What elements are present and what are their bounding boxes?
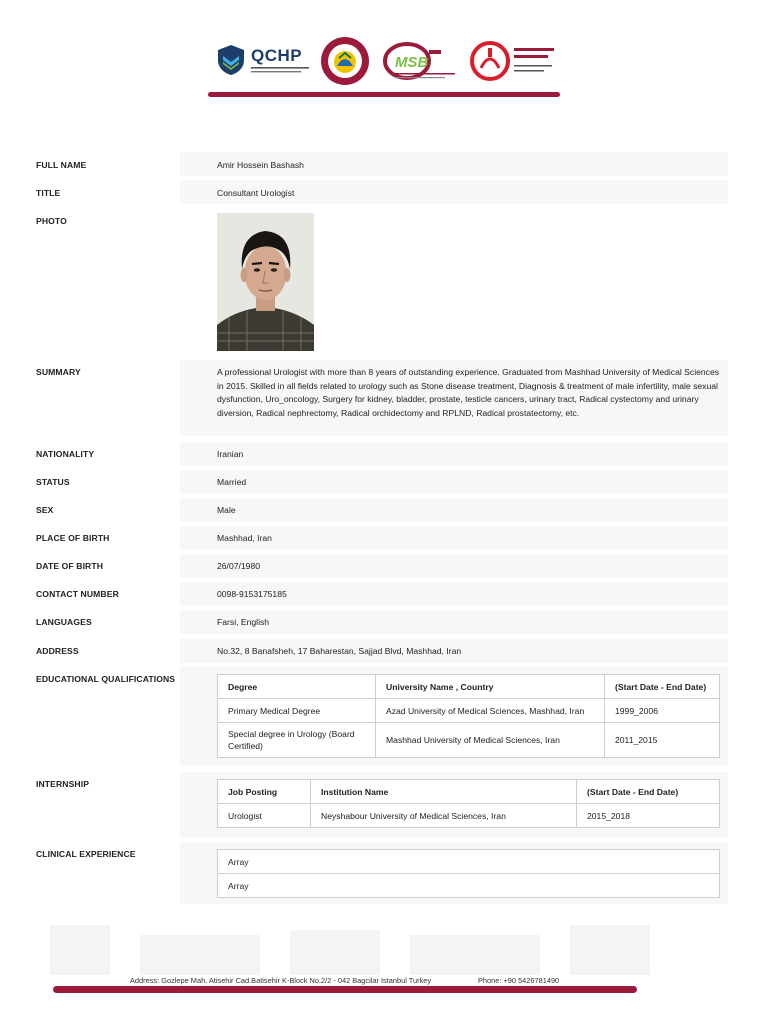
internship-label: INTERNSHIP (36, 779, 90, 789)
footer-address: Address: Gozlepe Mah. Atisehir Cad.Batisehir K-Block No.2/2 - 042 Bagcilar Istanbul Turkey (130, 976, 432, 985)
table-cell: Azad University of Medical Sciences, Mashhad, Iran (376, 699, 605, 723)
svg-text:MSB: MSB (395, 54, 429, 71)
table-cell: 2015_2018 (577, 804, 720, 828)
table-header-row (218, 780, 720, 804)
title-label: TITLE (36, 188, 61, 198)
table-cell: Array (218, 874, 720, 898)
place-of-birth-label: PLACE OF BIRTH (36, 533, 110, 543)
profile-photo (217, 213, 314, 351)
clinical-experience-table (217, 849, 720, 898)
table-cell: Neyshabour University of Medical Sciences, Iran (311, 804, 577, 828)
footer-watermark (40, 915, 680, 985)
date-of-birth-value: 26/07/1980 (217, 561, 261, 571)
table-header-cell: (Start Date - End Date) (605, 675, 720, 699)
table-row (218, 699, 720, 723)
full-name-label: FULL NAME (36, 160, 87, 170)
header-logos (215, 36, 560, 86)
table-row (218, 874, 720, 898)
nationality-value: Iranian (217, 449, 244, 459)
table-cell: 2011_2015 (605, 723, 720, 758)
nationality-label: NATIONALITY (36, 449, 95, 459)
footer-divider-bar (53, 986, 637, 993)
table-header-cell: Institution Name (311, 780, 577, 804)
full-name-value: Amir Hossein Bashash (217, 160, 304, 170)
table-row (218, 804, 720, 828)
qchp-logo (215, 44, 310, 78)
summary-value: A professional Urologist with more than 8 years of outstanding experience. Graduated from Mashhad University of Medical Sciences in 2015. Skilled in all fields related to urology such as Stone disease treatment, Diagnosis & treatment of male infertility, male sexual dysfunction, Uro_oncology, Surgery for kidney, bladder, prostate, testicle cancers, urinary tract, Radical cystectomy and urinary diversion, Radical nephrectomy, Radical orchidectomy and RPLND, Radical prostatectomy, etc. (217, 367, 720, 418)
title-value: Consultant Urologist (217, 188, 295, 198)
table-header-row (218, 675, 720, 699)
place-of-birth-value: Mashhad, Iran (217, 533, 272, 543)
table-row (218, 850, 720, 874)
table-cell: 1999_2006 (605, 699, 720, 723)
contact-number-label: CONTACT NUMBER (36, 589, 119, 599)
languages-value: Farsi, English (217, 617, 270, 627)
table-header-cell: (Start Date - End Date) (577, 780, 720, 804)
table-header-cell: University Name , Country (376, 675, 605, 699)
table-cell: Mashhad University of Medical Sciences, Iran (376, 723, 605, 758)
table-header-cell: Job Posting (218, 780, 311, 804)
languages-label: LANGUAGES (36, 617, 92, 627)
footer-phone: Phone: +90 5426781490 (478, 976, 560, 985)
state-of-qatar-seal-icon (319, 36, 371, 86)
table-row (218, 723, 720, 758)
table-cell: Urologist (218, 804, 311, 828)
table-cell: Special degree in Urology (Board Certified) (218, 723, 376, 758)
msb-logo-icon (383, 40, 465, 82)
sex-value: Male (217, 505, 236, 515)
education-table (217, 674, 720, 758)
clinical-experience-label: CLINICAL EXPERIENCE (36, 849, 136, 859)
table-cell: Array (218, 850, 720, 874)
header-divider-bar (208, 92, 560, 97)
table-cell: Primary Medical Degree (218, 699, 376, 723)
address-value: No.32, 8 Banafsheh, 17 Baharestan, Sajjad Blvd, Mashhad, Iran (217, 646, 462, 656)
oman-ministry-of-health-logo-icon (470, 38, 560, 84)
contact-number-value: 0098-9153175185 (217, 589, 287, 599)
photo-label: PHOTO (36, 216, 67, 226)
address-label: ADDRESS (36, 646, 79, 656)
internship-table (217, 779, 720, 828)
qchp-subtext-lines (251, 66, 311, 74)
table-header-cell: Degree (218, 675, 376, 699)
education-label: EDUCATIONAL QUALIFICATIONS (36, 674, 176, 684)
qchp-logo-text: QCHP (251, 46, 303, 65)
qchp-shield-icon (217, 44, 245, 76)
summary-label: SUMMARY (36, 367, 81, 377)
status-value: Married (217, 477, 247, 487)
status-label: STATUS (36, 477, 70, 487)
date-of-birth-label: DATE OF BIRTH (36, 561, 104, 571)
sex-label: SEX (36, 505, 54, 515)
